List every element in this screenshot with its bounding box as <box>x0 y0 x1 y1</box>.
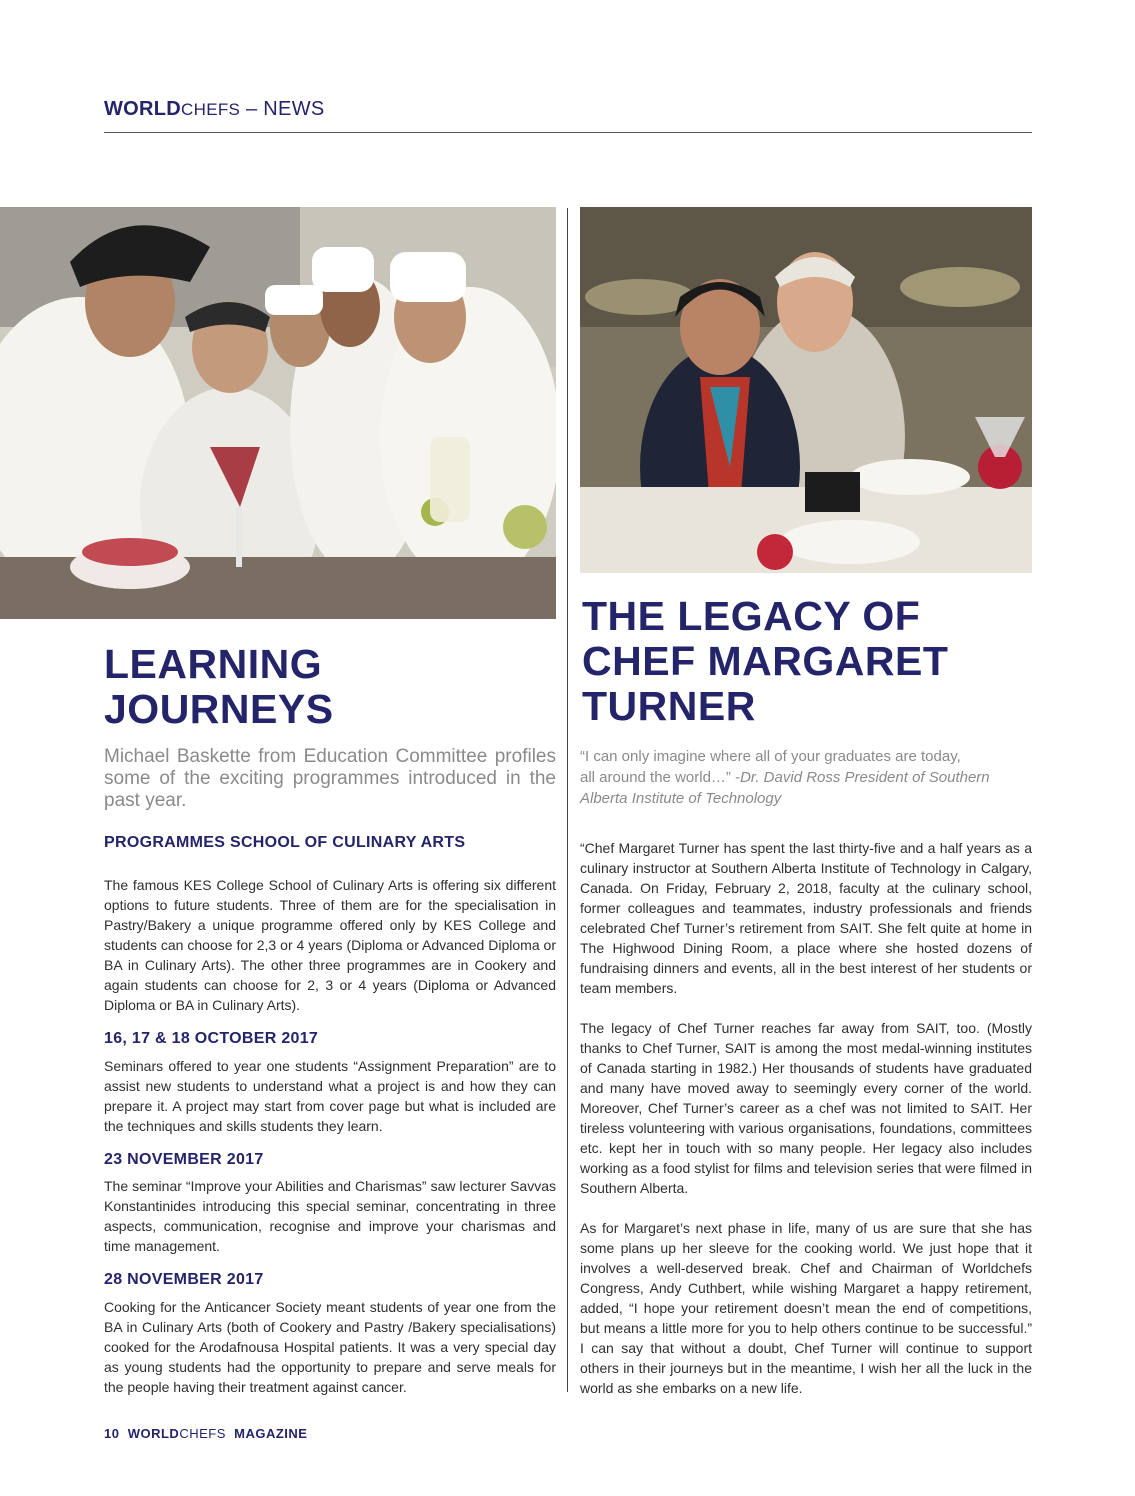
margaret-turner-headline <box>582 594 1022 729</box>
headline-line: THE LEGACY OF <box>582 593 921 639</box>
section-text-october: Seminars offered to year one students “Assignment Preparation” are to assist new students to understand what a project is and how they can prepare it. A project may start from cover page but what is included are the techniques and skills students they learn. <box>104 1058 556 1134</box>
header-rule <box>104 132 1032 133</box>
learning-journeys-headline <box>104 642 544 732</box>
header-brand-light: CHEFS <box>181 100 241 119</box>
header-brand-bold: WORLD <box>104 98 182 120</box>
article-paragraph: As for Margaret’s next phase in life, many of us are sure that she has some plans up her sleeve for the cooking world. We just hope that it involves a well-deserved break. Chef and Chairman of Worldchefs Congress, Andy Cuthbert, while wishing Margaret a happy retirement, added, “I hope your retirement doesn’t mean the end of competitions, but means a little more for you to help others continue to be successful.” I can say that without a doubt, Chef Turner will continue to support others in their journeys but in the meantime, I wish her all the luck in the world as she embarks on a new life. <box>580 1220 1032 1396</box>
page-footer <box>104 1426 307 1441</box>
students-photo <box>0 207 556 619</box>
headline-line: TURNER <box>582 683 756 729</box>
section-text-28-november: Cooking for the Anticancer Society meant students of year one from the BA in Culinary Arts (both of Cookery and Pastry /Bakery specialisations) cooked for the Arodafnousa Hospital patients. It was a very special day as young students had the opportunity to prepare and serve meals for the people having their treatment against cancer. <box>104 1299 556 1395</box>
footer-magazine: MAGAZINE <box>234 1426 308 1441</box>
section-heading-28-november: 28 NOVEMBER 2017 <box>104 1271 264 1288</box>
students-photo-illustration <box>0 207 556 619</box>
quote-attribution: Dr. David Ross President of Southern <box>740 769 990 786</box>
headline-line: JOURNEYS <box>104 686 334 732</box>
pull-quote <box>580 746 1020 809</box>
quote-attribution: Alberta Institute of Technology <box>580 790 782 807</box>
article-paragraph: “Chef Margaret Turner has spent the last thirty-five and a half years as a culinary instructor at Southern Alberta Institute of Technology in Calgary, Canada. On Friday, February 2, 2018, faculty at the culinary school, former colleagues and teammates, industry professionals and friends celebrated Chef Turner’s retirement from SAIT. She felt quite at home in The Highwood Dining Room, a place where she hosted dozens of fundraising dinners and events, all in the best interest of her students or team members. <box>580 840 1032 996</box>
section-text-programmes: The famous KES College School of Culinary Arts is offering six different options to future students. Three of them are for the specialisation in Pastry/Bakery a unique programme offered only by KES College and students can choose for 2,3 or 4 years (Diploma or Advanced Diploma or BA in Culinary Arts). The other three programmes are in Cookery and again students can choose for 2, 3 or 4 years (Diploma or Advanced Diploma or BA in Culinary Arts). <box>104 877 556 1013</box>
quote-line: all around the world…” - <box>580 769 741 786</box>
article-paragraph: The legacy of Chef Turner reaches far away from SAIT, too. (Mostly thanks to Chef Turner, SAIT is among the most medal-winning institutes of Canada starting in 1982.) Her thousands of students have graduated and many have moved away to seemingly every corner of the world. Moreover, Chef Turner’s career as a chef was not limited to SAIT. Her tireless volunteering with various organisations, foundations, committees etc. kept her in touch with so many people. Her legacy also includes working as a food stylist for films and television series that were filmed in Southern Alberta. <box>580 1020 1032 1196</box>
section-text-23-november: The seminar “Improve your Abilities and Charismas” saw lecturer Savvas Konstantinides introducing this special seminar, concentrating in three aspects, communication, recognise and improve your charismas and time management. <box>104 1178 556 1254</box>
retirement-photo-illustration <box>580 207 1032 573</box>
section-heading-programmes: PROGRAMMES SCHOOL OF CULINARY ARTS <box>104 834 466 851</box>
section-heading-october: 16, 17 & 18 OCTOBER 2017 <box>104 1030 319 1047</box>
learning-journeys-standfirst: Michael Baskette from Education Committee profiles some of the exciting programmes introduced in the past year. <box>104 746 556 811</box>
running-header <box>104 98 325 121</box>
footer-brand-light: CHEFS <box>179 1426 226 1441</box>
quote-line: “I can only imagine where all of your graduates are today, <box>580 748 961 765</box>
column-divider <box>567 208 568 1392</box>
page-number: 10 <box>104 1426 120 1441</box>
section-heading-23-november: 23 NOVEMBER 2017 <box>104 1151 264 1168</box>
headline-line: CHEF MARGARET <box>582 638 949 684</box>
header-section: – NEWS <box>246 98 325 120</box>
headline-line: LEARNING <box>104 641 323 687</box>
footer-brand-bold: WORLD <box>127 1426 180 1441</box>
retirement-photo <box>580 207 1032 573</box>
